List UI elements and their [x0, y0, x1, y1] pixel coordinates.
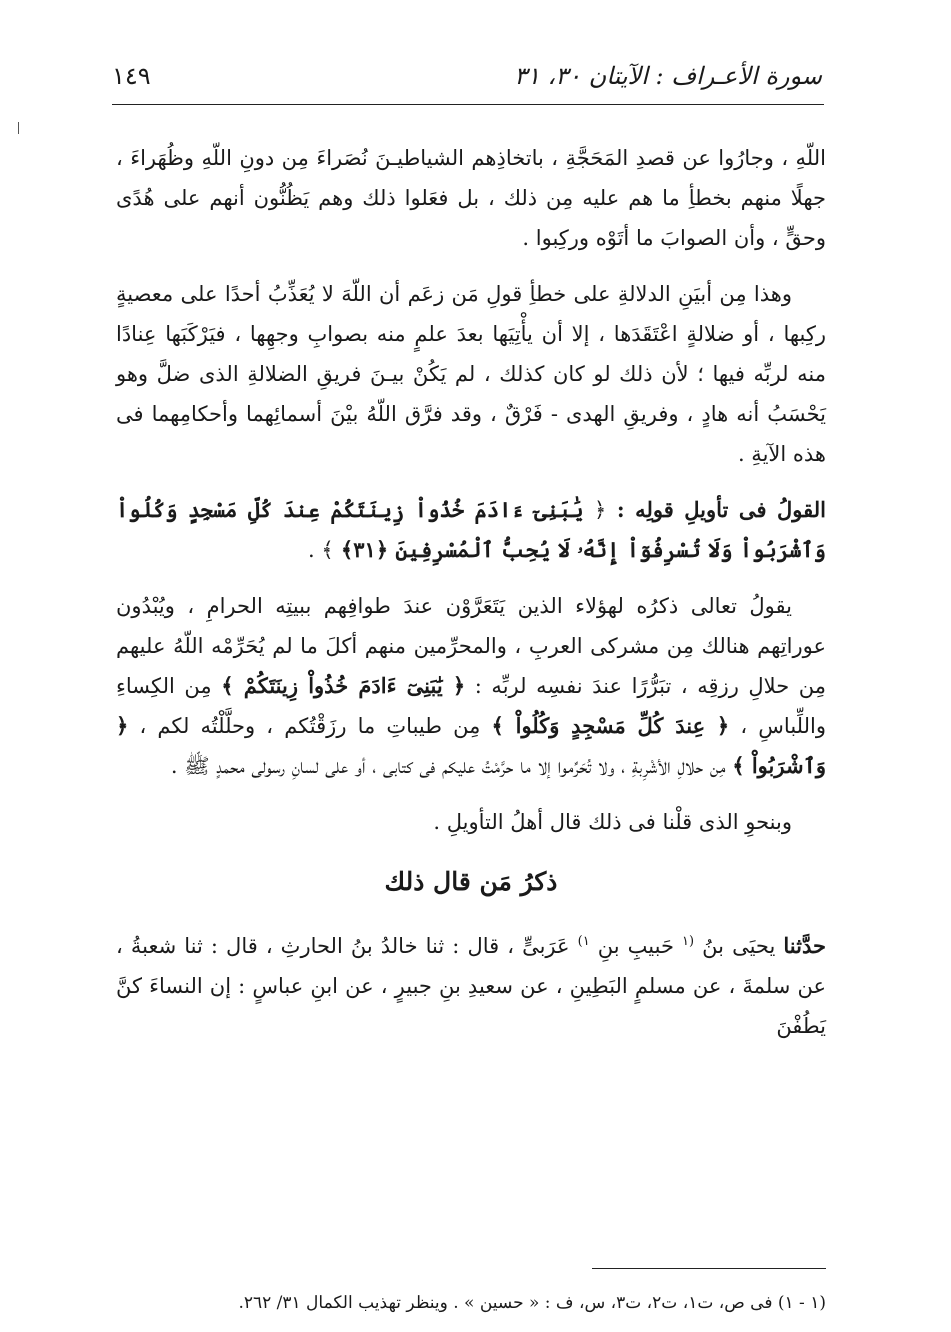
- header-title: سورة الأعـراف : الآيتان ٣٠، ٣١: [514, 62, 822, 90]
- footnote-marker: (١: [682, 934, 695, 949]
- section-heading: ذكرُ مَن قال ذلك: [384, 867, 558, 896]
- commentary-text: يقولُ تعالى ذكرُه لهؤلاء الذين يَتَعَرَّوْن عندَ طوافِهم ببيتِه الحرامِ ، ويُبْدُون عوراتِهم هنالك مِن مشركى العربِ ، والمحرِّمين منهم أكلَ ما لم يُحَرِّمْه اللّهُ عليهم مِن حلالِ رزقِه ، تبَرُّرًا عندَ نفسِه لربِّه :: [116, 594, 827, 698]
- paragraph: اللّهِ ، وجارُوا عن قصدِ المَحَجَّةِ ، باتخاذِهم الشياطيـنَ نُصَراءَ مِن دونِ اللّهِ وظُهَراءَ ، جهلًا منهم بخطأِ ما هم عليه مِن ذلك ، بل فعَلوا ذلك وهم يَظُنُّون أنهم على هُدًى وحقٍّ ، وأن الصوابَ ما أتَوْه وركِبوا .: [116, 146, 826, 250]
- commentary-text: مِن حلالِ الأشْرِبةِ ، ولا تُحَرِّموا إلا ما حرَّمْتُ عليكم فى كتابى ، أو على لسانِ رسولى محمدٍ ﷺ .: [170, 754, 733, 778]
- verse-end: .: [307, 538, 322, 562]
- ornate-bracket-close: ﴾: [321, 538, 334, 562]
- page-number: ١٤٩: [112, 62, 151, 90]
- hadith-text: عَرَبىٍّ ، قال : ثنا خالدُ بنُ الحارثِ ، قال : ثنا شعبةُ ، عن سلمةَ ، عن مسلمٍ البَطِينِ ، عن سعيدِ بنِ جبيرٍ ، عن ابنِ عباسٍ : إن النساءَ كنَّ يَطُفْنَ: [116, 934, 826, 1038]
- ornate-bracket-open: ﴿: [594, 498, 607, 522]
- verse-lead: القولُ فى تأويلِ قولِه :: [606, 497, 826, 522]
- margin-mark: [18, 122, 19, 134]
- commentary-text: مِن طيباتِ ما رزَقْتُكم ، وحلَّلْتُه لكم ،: [128, 714, 492, 738]
- footnote-rule: [592, 1268, 826, 1269]
- footnote: (١ - ١) فى ص، ت١، ت٢، ت٣، س، ف : « حسين » . وينظر تهذيب الكمال ٣١/ ٢٦٢.: [238, 1293, 826, 1313]
- paragraph: وبنحوِ الذى قلْنا فى ذلك قال أهلُ التأويلِ .: [433, 810, 792, 834]
- commentary-paragraph: [116, 586, 826, 786]
- running-header: [112, 52, 822, 100]
- main-text: [116, 138, 826, 1062]
- quran-quote: ﴿ عِندَ كُلِّ مَسْجِدٍ وَكُلُواْ ﴾: [491, 713, 730, 738]
- quran-verse: يَٰبَنِىٓ ءَادَمَ خُذُواْ زِينَتَكُمْ عِندَ كُلِّ مَسْجِدٍ وَكُلُواْ وَٱشْرَبُواْ وَلَا تُسْرِفُوٓاْ إِنَّهُۥ لَا يُحِبُّ ٱلْمُسْرِفِينَ ﴿٣١﴾: [116, 497, 826, 562]
- verse-paragraph: [116, 490, 826, 570]
- header-rule: [112, 104, 824, 105]
- hadith-paragraph: [116, 922, 826, 1046]
- hadith-lead: حدَّثنا: [783, 933, 826, 958]
- hadith-text: حَبيبِ بنِ: [589, 934, 683, 958]
- commentary-text: مِن الكِساءِ واللِّباسِ ،: [116, 674, 826, 738]
- footnote-marker: ١): [577, 934, 590, 949]
- quran-quote: ﴿ يَٰبَنِىٓ ءَادَمَ خُذُواْ زِينَتَكُمْ ﴾: [221, 673, 466, 698]
- hadith-text: يحيَى بنُ: [694, 934, 784, 958]
- paragraph: وهذا مِن أبيَنِ الدلالةِ على خطأِ قولِ مَن زعَم أن اللّهَ لا يُعَذِّبُ أحدًا على معصيةٍ ركِبها ، أو ضلالةٍ اعْتَقَدَها ، إلا أن يأْتِيَها بعدَ علمٍ منه بصوابِ وجهِها ، فيَرْكَبَها عِنادًا منه لربِّه فيها ؛ لأن ذلك لو كان كذلك ، لم يَكُنْ بيـنَ فريقِ الضلالةِ الذى ضلَّ وهو يَحْسَبُ أنه هادٍ ، وفريقِ الهدى - فَرْقٌ ، وقد فرَّق اللّهُ بيْنَ أسمائِهما وأحكامِهما فى هذه الآيةِ .: [116, 282, 826, 466]
- quran-quote: ﴿ وَٱشْرَبُواْ ﴾: [116, 713, 826, 778]
